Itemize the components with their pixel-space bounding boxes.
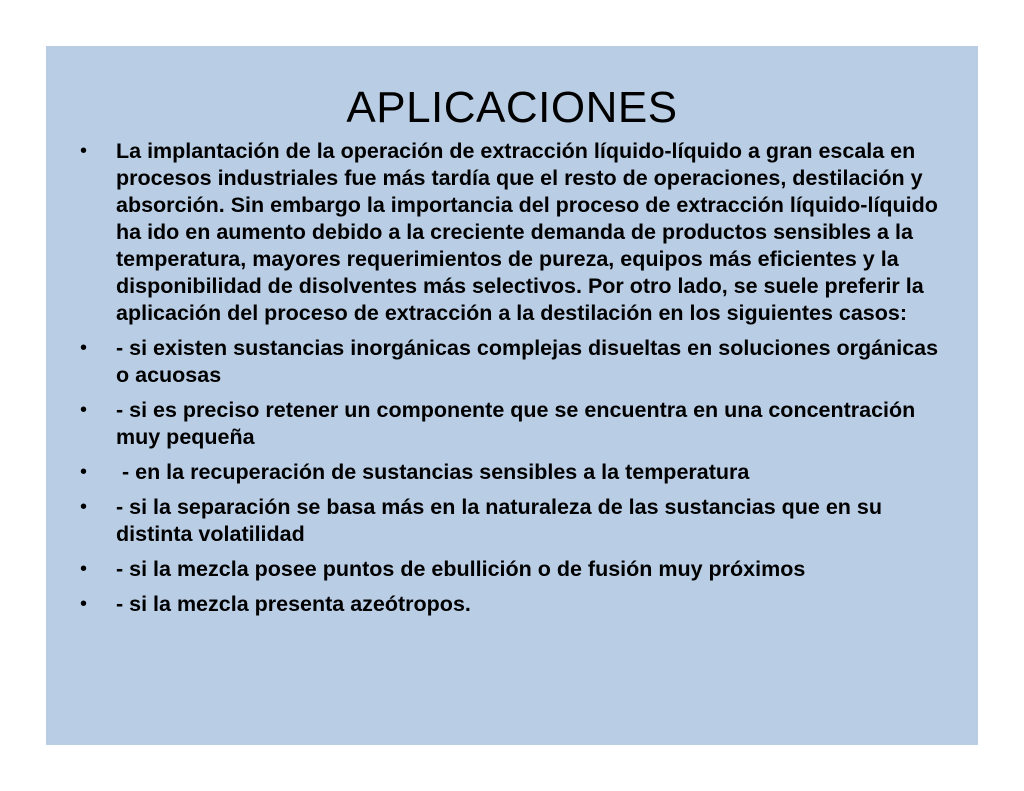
bullet-dot-icon: • [80, 558, 88, 580]
bullet-item [76, 397, 948, 451]
bullet-dot-icon: • [80, 461, 88, 483]
slide-title: APLICACIONES [346, 83, 678, 132]
bullet-item [76, 591, 948, 618]
bullet-item [76, 494, 948, 548]
bullet-text: - si la mezcla presenta azeótropos. [116, 592, 471, 616]
bullet-item [76, 138, 948, 327]
bullet-text: - si la separación se basa más en la naturaleza de las sustancias que en su distinta volatilidad [116, 495, 882, 546]
bullet-dot-icon: • [80, 337, 88, 359]
bullet-text: - en la recuperación de sustancias sensibles a la temperatura [116, 460, 750, 484]
bullet-dot-icon: • [80, 399, 88, 421]
bullet-list [76, 138, 948, 626]
slide [46, 46, 978, 745]
bullet-text: - si la mezcla posee puntos de ebullición o de fusión muy próximos [116, 557, 806, 581]
bullet-text: La implantación de la operación de extracción líquido-líquido a gran escala en procesos industriales fue más tardía que el resto de operaciones, destilación y absorción. Sin embargo la importancia del proceso de extracción líquido-líquido ha ido en aumento debido a la creciente demanda de productos sensibles a la temperatura, mayores requerimientos de pureza, equipos más eficientes y la disponibilidad de disolventes más selectivos. Por otro lado, se suele preferir la aplicación del proceso de extracción a la destilación en los siguientes casos: [116, 139, 938, 325]
bullet-dot-icon: • [80, 593, 88, 615]
bullet-item [76, 556, 948, 583]
bullet-dot-icon: • [80, 140, 88, 162]
bullet-dot-icon: • [80, 496, 88, 518]
bullet-text: - si existen sustancias inorgánicas complejas disueltas en soluciones orgánicas o acuosas [116, 336, 939, 387]
bullet-item [76, 335, 948, 389]
bullet-text: - si es preciso retener un componente que se encuentra en una concentración muy pequeña [116, 398, 916, 449]
bullet-item [76, 459, 948, 486]
